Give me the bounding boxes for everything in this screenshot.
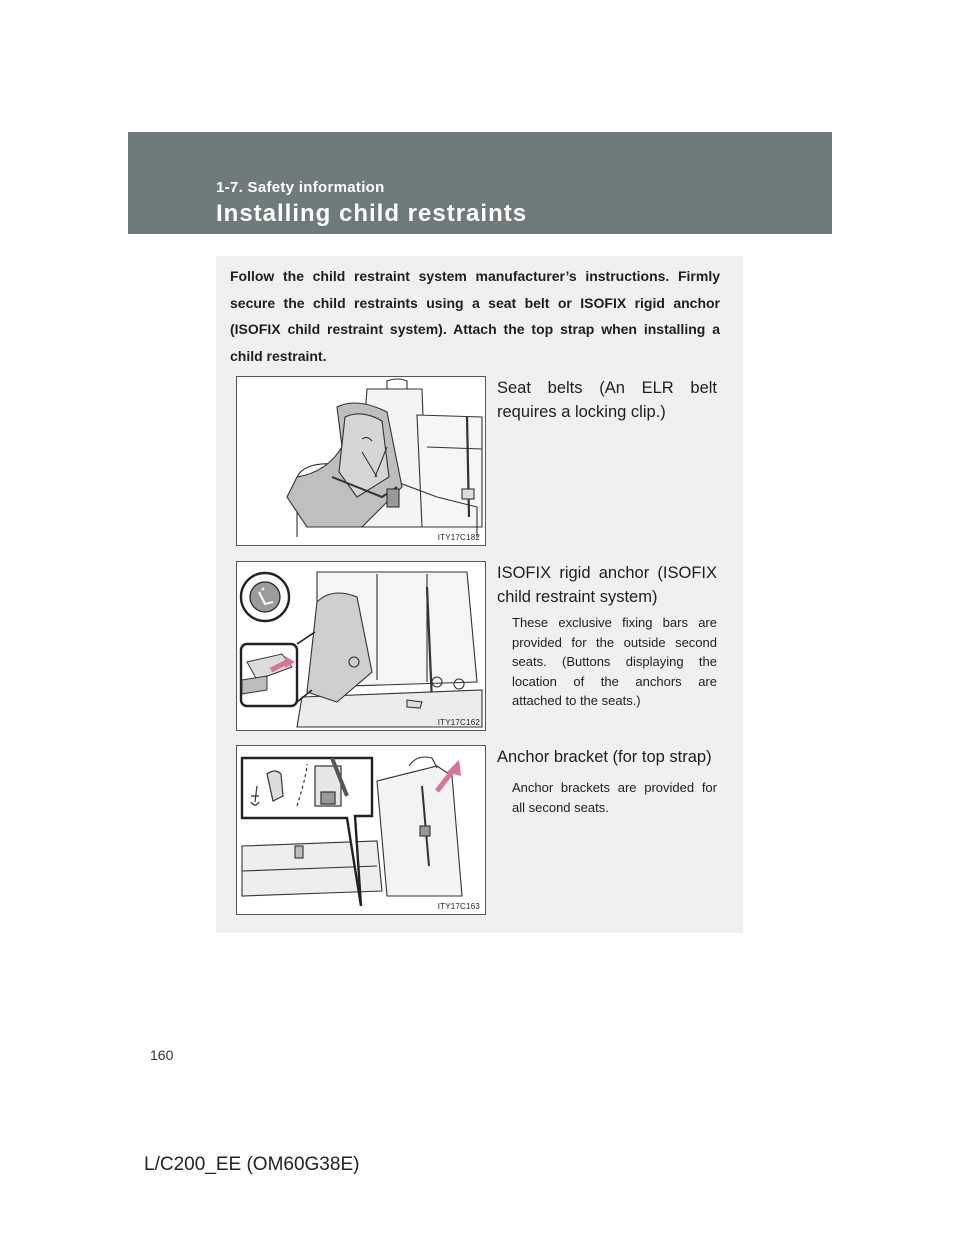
page-title: Installing child restraints <box>216 200 528 227</box>
item-heading-seat-belts: Seat belts (An ELR belt requires a locking clip.) <box>497 379 717 421</box>
item-note-anchor-bracket: Anchor brackets are provided for all second seats. <box>512 780 717 815</box>
figure-code: ITY17C182 <box>437 533 480 542</box>
top-strap-anchor-illustration <box>236 745 486 915</box>
isofix-anchor-illustration <box>236 561 486 731</box>
content-panel <box>216 256 743 933</box>
page-number: 160 <box>150 1047 174 1063</box>
chapter-header <box>128 132 832 234</box>
intro-paragraph: Follow the child restraint system manufacturer’s instructions. Firmly secure the child restraints using a seat belt or ISOFIX rigid anchor (ISOFIX child restraint system). Attach the top strap when installing a child restraint. <box>230 268 720 364</box>
section-label: 1-7. Safety information <box>216 179 385 196</box>
figure-code: ITY17C162 <box>437 718 480 727</box>
child-seat-seatbelt-illustration <box>236 376 486 546</box>
figure-code: ITY17C163 <box>437 902 480 911</box>
footer-model-code: L/C200_EE (OM60G38E) <box>144 1154 360 1175</box>
item-heading-anchor-bracket: Anchor bracket (for top strap) <box>497 748 712 766</box>
item-note-isofix: These exclusive fixing bars are provided for the outside second seats. (Buttons displaying the location of the anchors are attached to the seats.) <box>512 615 717 708</box>
item-heading-isofix: ISOFIX rigid anchor (ISOFIX child restraint system) <box>497 564 717 606</box>
